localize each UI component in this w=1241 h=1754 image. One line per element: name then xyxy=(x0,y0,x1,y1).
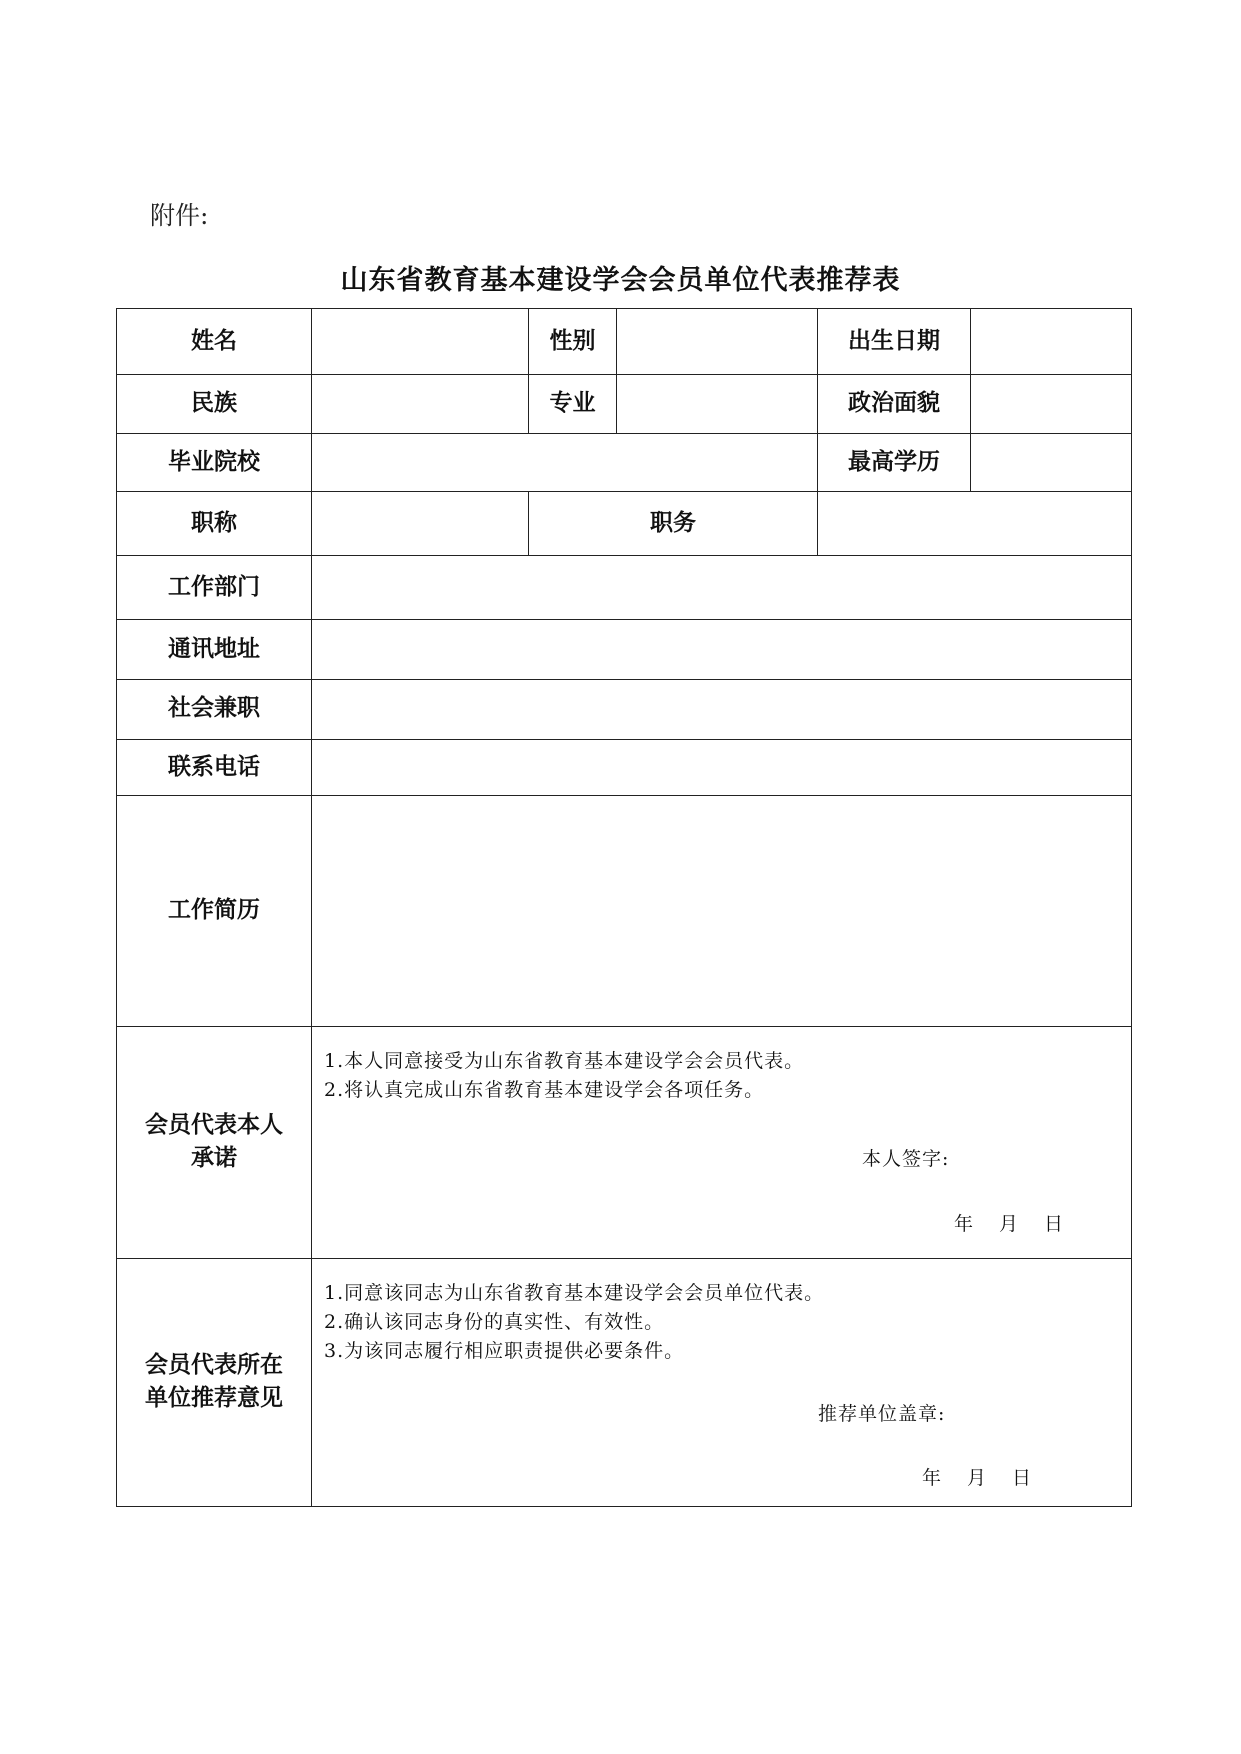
political-status-field[interactable] xyxy=(971,375,1132,434)
table-row xyxy=(117,620,1132,679)
unit-date xyxy=(922,1463,1057,1490)
social-positions-label: 社会兼职 xyxy=(117,679,312,739)
highest-education-field[interactable] xyxy=(971,434,1132,492)
form-title: 山东省教育基本建设学会会员单位代表推荐表 xyxy=(340,265,901,296)
work-resume-label: 工作简历 xyxy=(117,795,312,1026)
birth-date-label: 出生日期 xyxy=(818,309,971,375)
table-row xyxy=(117,1027,1132,1258)
unit-clause-3: 3.为该同志履行相应职责提供必要条件。 xyxy=(324,1339,685,1362)
table-row xyxy=(117,679,1132,739)
pledge-date-day: 日 xyxy=(1044,1213,1064,1236)
professional-title-label: 职称 xyxy=(117,492,312,556)
name-label: 姓名 xyxy=(117,309,312,375)
unit-date-day: 日 xyxy=(1012,1466,1032,1489)
phone-label: 联系电话 xyxy=(117,739,312,795)
ethnicity-field[interactable] xyxy=(312,375,529,434)
name-field[interactable] xyxy=(312,309,529,375)
pledge-date-month: 月 xyxy=(999,1213,1019,1236)
pledge-clause-1: 1.本人同意接受为山东省教育基本建设学会会员代表。 xyxy=(324,1050,805,1073)
political-status-label: 政治面貌 xyxy=(818,375,971,434)
unit-recommendation-label: 会员代表所在单位推荐意见 xyxy=(117,1258,312,1507)
highest-education-label: 最高学历 xyxy=(818,434,971,492)
gender-field[interactable] xyxy=(617,309,818,375)
table-row xyxy=(117,556,1132,620)
phone-field[interactable] xyxy=(312,739,1132,795)
unit-recommendation-cell xyxy=(312,1258,1132,1507)
graduate-school-field[interactable] xyxy=(312,434,818,492)
pledge-label: 会员代表本人承诺 xyxy=(117,1027,312,1258)
unit-clause-1: 1.同意该同志为山东省教育基本建设学会会员单位代表。 xyxy=(324,1281,825,1304)
social-positions-field[interactable] xyxy=(312,679,1132,739)
gender-label: 性别 xyxy=(529,309,617,375)
major-label: 专业 xyxy=(529,375,617,434)
work-resume-field[interactable] xyxy=(312,795,1132,1026)
department-field[interactable] xyxy=(312,556,1132,620)
major-field[interactable] xyxy=(617,375,818,434)
unit-date-year: 年 xyxy=(922,1466,942,1489)
pledge-date-year: 年 xyxy=(954,1213,974,1236)
unit-clause-2: 2.确认该同志身份的真实性、有效性。 xyxy=(324,1310,665,1333)
birth-date-field[interactable] xyxy=(971,309,1132,375)
pledge-date xyxy=(954,1209,1089,1236)
unit-clauses xyxy=(324,1279,824,1366)
table-row xyxy=(117,434,1132,492)
professional-title-field[interactable] xyxy=(312,492,529,556)
mailing-address-field[interactable] xyxy=(312,620,1132,679)
signature-label: 本人签字: xyxy=(862,1148,950,1171)
pledge-clauses xyxy=(324,1047,804,1105)
unit-stamp-label: 推荐单位盖章: xyxy=(818,1402,946,1425)
pledge-cell xyxy=(312,1027,1132,1258)
recommendation-form-table xyxy=(116,308,1132,1507)
attachment-label: 附件: xyxy=(150,201,209,230)
position-label: 职务 xyxy=(529,492,818,556)
table-row xyxy=(117,739,1132,795)
mailing-address-label: 通讯地址 xyxy=(117,620,312,679)
table-row xyxy=(117,375,1132,434)
department-label: 工作部门 xyxy=(117,556,312,620)
table-row xyxy=(117,492,1132,556)
unit-date-month: 月 xyxy=(967,1466,987,1489)
table-row xyxy=(117,1258,1132,1507)
graduate-school-label: 毕业院校 xyxy=(117,434,312,492)
table-row xyxy=(117,795,1132,1026)
position-field[interactable] xyxy=(818,492,1132,556)
ethnicity-label: 民族 xyxy=(117,375,312,434)
table-row xyxy=(117,309,1132,375)
pledge-clause-2: 2.将认真完成山东省教育基本建设学会各项任务。 xyxy=(324,1079,765,1102)
